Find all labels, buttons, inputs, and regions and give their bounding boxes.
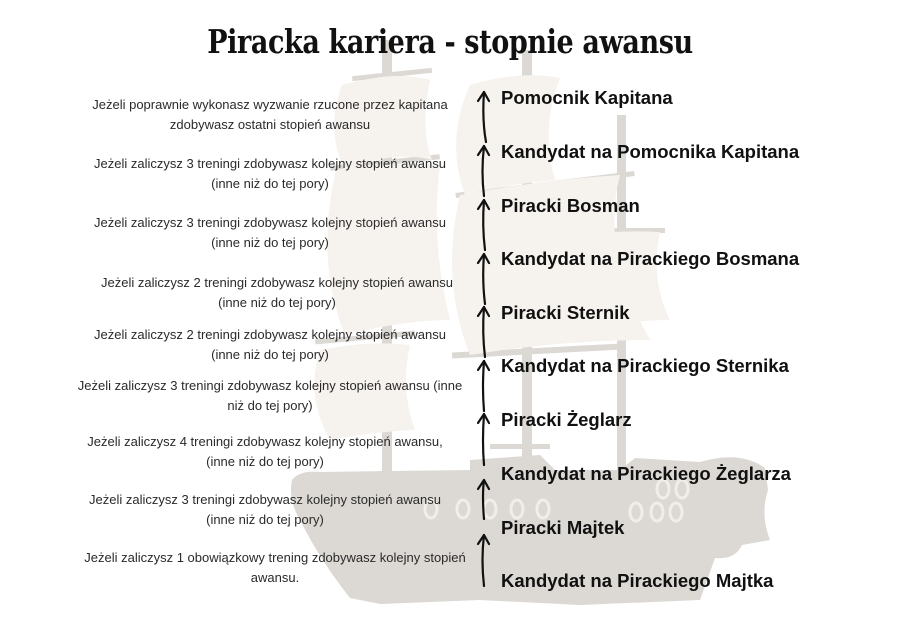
requirement-line: Jeżeli zaliczysz 3 treningi zdobywasz kolejny stopień awansu — [94, 156, 446, 171]
requirement-line: Jeżeli zaliczysz 3 treningi zdobywasz kolejny stopień awansu (inne — [77, 378, 463, 393]
requirement-kandydat-bosmana — [67, 273, 487, 313]
requirement-line: (inne niż do tej pory) — [211, 235, 329, 250]
rank-kandydat-na-pirackiego-sternika: Kandydat na Pirackiego Sternika — [501, 355, 789, 376]
rank-piracki-bosman: Piracki Bosman — [501, 195, 640, 216]
requirement-line: awansu. — [250, 570, 300, 585]
requirement-line: niż do tej pory) — [227, 398, 313, 413]
requirement-line: (inne niż do tej pory) — [206, 454, 324, 469]
requirement-kandydat-zeglarza — [55, 490, 475, 530]
rank-pomocnik-kapitana: Pomocnik Kapitana — [501, 87, 673, 108]
requirement-line: Jeżeli poprawnie wykonasz wyzwanie rzucone przez kapitana — [92, 97, 448, 112]
requirement-pomocnik-kapitana — [60, 95, 480, 135]
page-title: Piracka kariera - stopnie awansu — [207, 22, 693, 61]
rank-kandydat-na-pirackiego-bosmana: Kandydat na Pirackiego Bosmana — [501, 248, 800, 269]
rank-kandydat-na-pirackiego-majtka: Kandydat na Pirackiego Majtka — [501, 570, 774, 591]
requirement-kandydat-pomocnika — [60, 154, 480, 194]
requirement-line: (inne niż do tej pory) — [211, 176, 329, 191]
requirement-line: Jeżeli zaliczysz 2 treningi zdobywasz kolejny stopień awansu — [101, 275, 453, 290]
rank-kandydat-na-pirackiego-zeglarza: Kandydat na Pirackiego Żeglarza — [501, 463, 791, 484]
requirement-line: Jeżeli zaliczysz 3 treningi zdobywasz kolejny stopień awansu — [89, 492, 441, 507]
rank-piracki-sternik: Piracki Sternik — [501, 302, 630, 323]
rank-kandydat-na-pomocnika-kapitana: Kandydat na Pomocnika Kapitana — [501, 141, 800, 162]
requirement-line: Jeżeli zaliczysz 1 obowiązkowy trening zdobywasz kolejny stopień — [84, 550, 466, 565]
requirement-line: Jeżeli zaliczysz 2 treningi zdobywasz kolejny stopień awansu — [94, 327, 446, 342]
requirement-piracki-sternik — [60, 325, 480, 365]
requirement-line: (inne niż do tej pory) — [218, 295, 336, 310]
requirement-line: Jeżeli zaliczysz 4 treningi zdobywasz kolejny stopień awansu, — [87, 434, 443, 449]
requirement-line: zdobywasz ostatni stopień awansu — [169, 117, 371, 132]
requirement-kandydat-sternika — [60, 376, 480, 416]
requirement-line: Jeżeli zaliczysz 3 treningi zdobywasz kolejny stopień awansu — [94, 215, 446, 230]
requirement-piracki-zeglarz — [55, 432, 475, 472]
requirement-line: (inne niż do tej pory) — [206, 512, 324, 527]
rank-piracki-majtek: Piracki Majtek — [501, 517, 625, 538]
requirement-piracki-majtek — [60, 548, 490, 588]
requirement-line: (inne niż do tej pory) — [211, 347, 329, 362]
rank-piracki-zeglarz: Piracki Żeglarz — [501, 409, 632, 430]
requirement-piracki-bosman — [60, 213, 480, 253]
